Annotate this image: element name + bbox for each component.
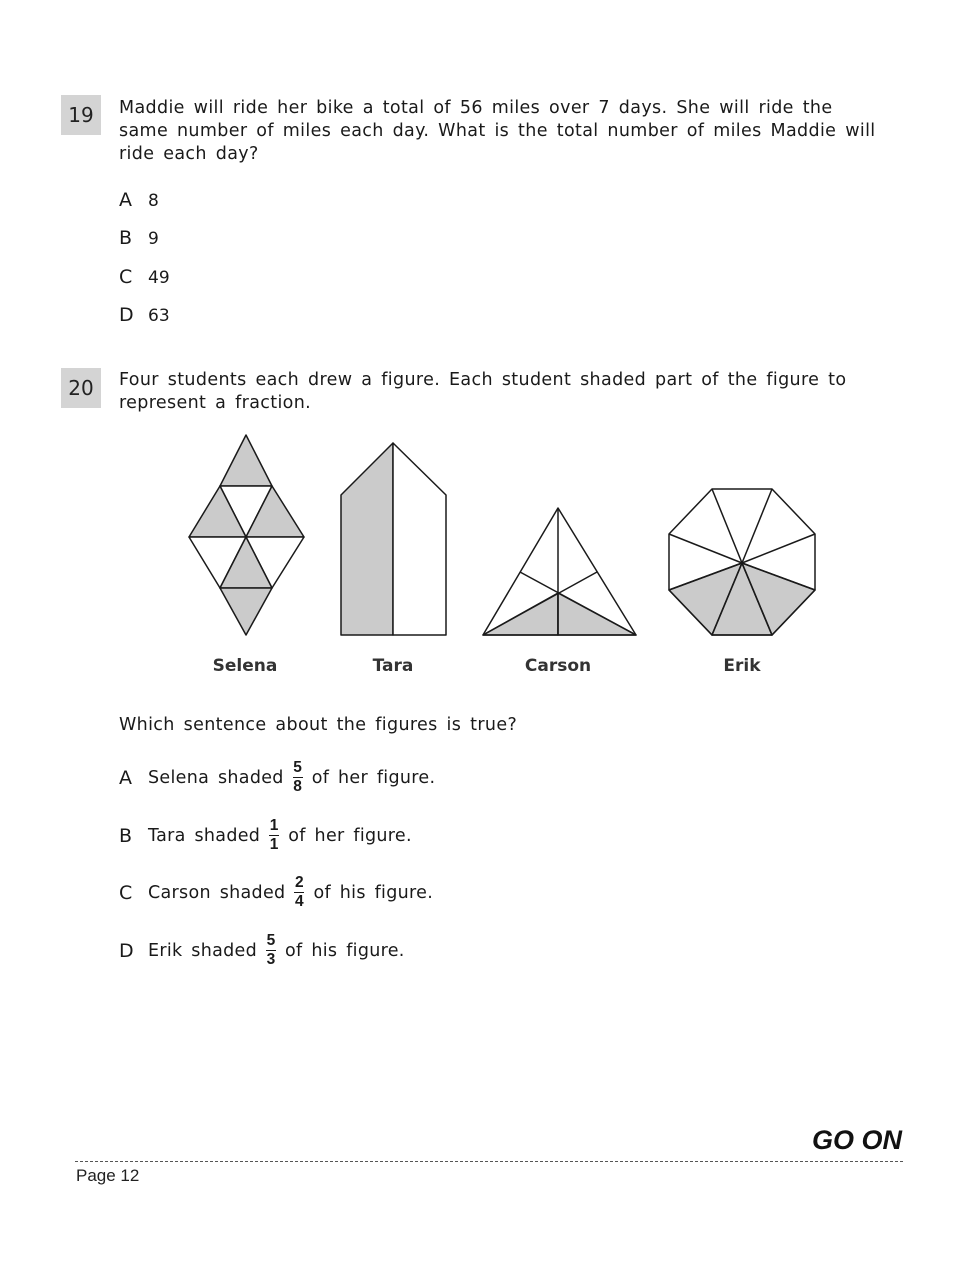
carson-figure [483, 508, 636, 635]
label-tara: Tara [372, 656, 414, 676]
selena-figure [189, 435, 304, 635]
q20-choice-b[interactable] [119, 818, 412, 853]
choice-letter: A [119, 189, 132, 211]
fraction [293, 760, 303, 795]
choice-text-after: of his figure. [313, 882, 434, 903]
choice-text-before: Erik shaded [148, 940, 258, 961]
choice-text-after: of his figure. [285, 940, 405, 961]
choice-text-before: Selena shaded [148, 767, 284, 788]
choice-letter: D [119, 304, 134, 326]
numerator: 5 [293, 759, 303, 776]
question-20-prompt: Which sentence about the figures is true? [119, 715, 518, 735]
q20-choice-a[interactable] [119, 760, 435, 795]
question-number-19: 19 [61, 95, 101, 135]
numerator: 2 [294, 874, 304, 891]
choice-letter: D [119, 939, 134, 962]
fraction [266, 933, 276, 968]
denominator: 1 [269, 836, 279, 853]
choice-letter: C [119, 881, 133, 904]
denominator: 4 [294, 893, 304, 910]
choice-text-before: Carson shaded [148, 882, 286, 903]
question-19-text: Maddie will ride her bike a total of 56 miles over 7 days. She will ride the same number of miles each day. What is the total number of miles Maddie will ride each day? [119, 98, 876, 164]
question-20-text: Four students each drew a figure. Each student shaded part of the figure to represent a fraction. [119, 370, 847, 413]
label-selena: Selena [212, 656, 278, 676]
choice-letter: B [119, 227, 133, 249]
page-number: Page 12 [76, 1166, 140, 1185]
denominator: 8 [293, 778, 303, 795]
footer-divider [75, 1161, 903, 1162]
question-number-20: 20 [61, 368, 101, 408]
choice-text: 9 [148, 229, 159, 249]
label-carson: Carson [524, 656, 592, 676]
tara-figure [341, 443, 446, 635]
numerator: 1 [269, 817, 279, 834]
choice-text: 49 [148, 268, 170, 288]
label-erik: Erik [723, 656, 761, 676]
go-on-label: GO ON [811, 1125, 902, 1155]
fraction [269, 818, 279, 853]
q20-choice-c[interactable] [119, 875, 433, 910]
choice-text: 8 [148, 191, 159, 211]
q20-choice-d[interactable] [119, 933, 405, 968]
denominator: 3 [266, 951, 276, 968]
erik-figure [669, 489, 815, 635]
choice-text: 63 [148, 306, 170, 326]
fraction [294, 875, 304, 910]
choice-text-before: Tara shaded [148, 825, 261, 846]
choice-text-after: of her figure. [311, 767, 436, 788]
choice-text-after: of her figure. [288, 825, 412, 846]
numerator: 5 [266, 932, 276, 949]
choice-letter: B [119, 824, 133, 847]
choice-letter: A [119, 766, 133, 789]
choice-letter: C [119, 266, 133, 288]
